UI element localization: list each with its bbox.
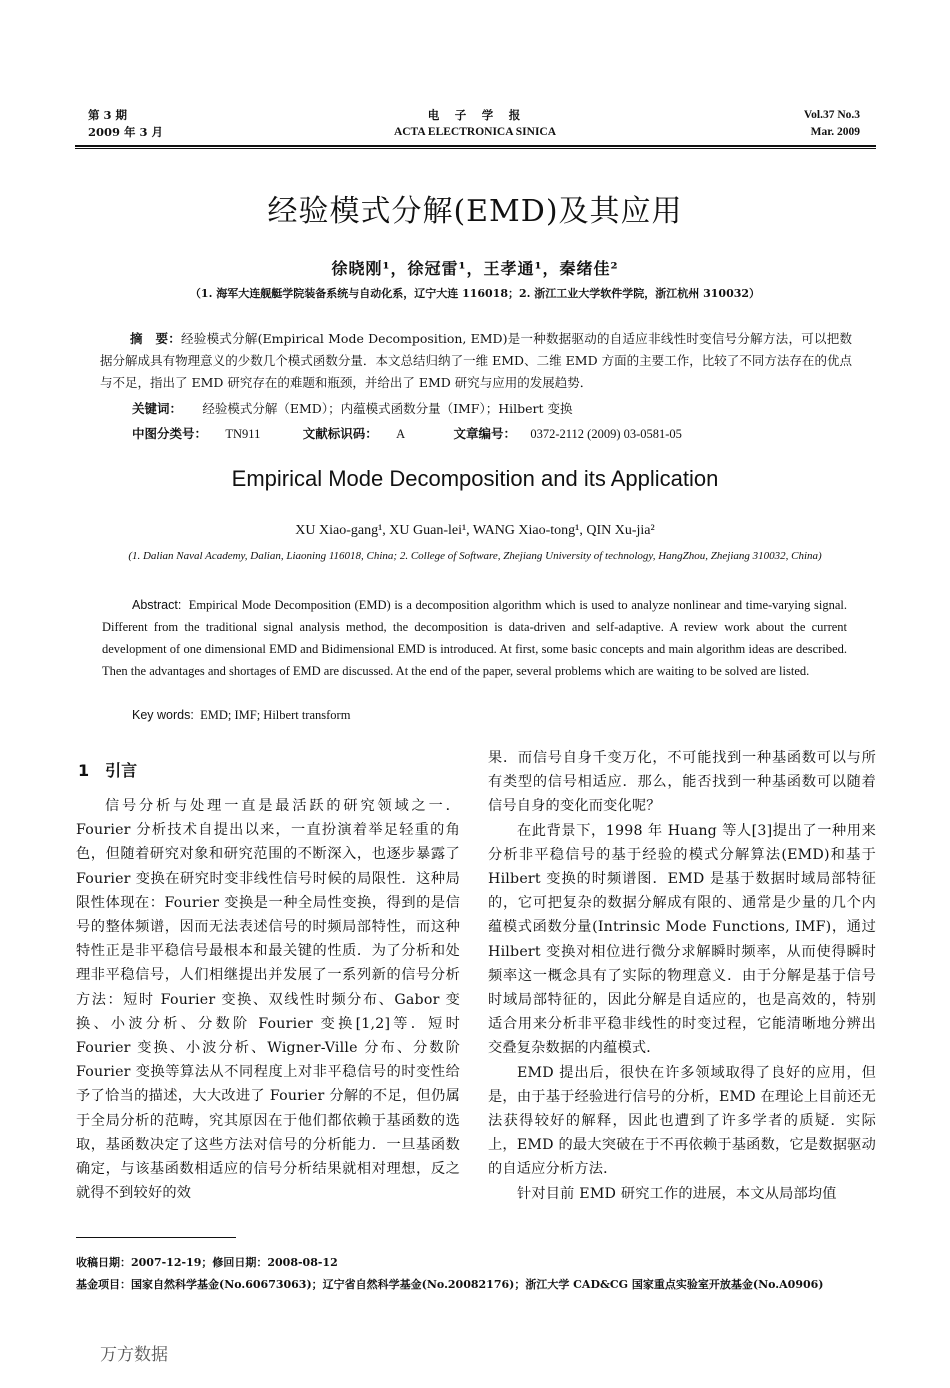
authors-cn: 徐晓刚¹，徐冠雷¹，王孝通¹，秦绪佳² — [331, 259, 619, 278]
doc-code-value: A — [396, 427, 406, 441]
doc-code-label: 文献标识码： — [302, 426, 378, 441]
affiliations-cn: （1. 海军大连舰艇学院装备系统与自动化系，辽宁大连 116018；2. 浙江工业大学软件学院，浙江杭州 310032） — [189, 287, 761, 300]
keywords-cn-label: 关键词： — [132, 401, 183, 416]
body-paragraph-continued: 果．而信号自身千变万化，不可能找到一种基函数可以与所有类型的信号相适应．那么，能否找到一种基函数可以随着信号自身的变化而变化呢？ — [488, 750, 876, 815]
footnote-received: 收稿日期：2007-12-19；修回日期：2008-08-12 — [76, 1256, 338, 1269]
watermark: 万方数据 — [100, 1345, 168, 1365]
section-heading: 1 引言 — [78, 761, 138, 780]
keywords-cn — [132, 399, 573, 417]
footnote-funding: 基金项目：国家自然科学基金(No.60673063)；辽宁省自然科学基金(No.20082176)；浙江大学 CAD&CG 国家重点实验室开放基金(No.A0906) — [76, 1278, 824, 1291]
volume-info: Vol.37 No.3 — [803, 109, 860, 121]
right-column — [488, 746, 876, 1206]
keywords-en-text: EMD; IMF; Hilbert transform — [200, 708, 351, 722]
paper-title-en: Empirical Mode Decomposition and its Application — [231, 466, 719, 491]
body-paragraph: 针对目前 EMD 研究工作的进展，本文从局部均值 — [517, 1185, 837, 1202]
clc-label: 中图分类号： — [132, 426, 208, 441]
issue-date: 2009 年 3 月 — [88, 125, 164, 139]
classification-row — [132, 424, 682, 442]
date-en: Mar. 2009 — [810, 126, 860, 138]
abstract-en — [102, 594, 847, 682]
header-rule — [75, 145, 876, 147]
header-rule-thin — [75, 148, 876, 149]
header-right — [760, 107, 860, 141]
body-paragraph: 信号分析与处理一直是最活跃的研究领域之一．Fourier 分析技术自提出以来，一直扮演着举足轻重的角色，但随着研究对象和研究范围的不断深入，也逐步暴露了 Fourier 变换在研究时变非线性信号时候的局限性．这种局限性体现在：Fourier 变换是一种全局性变换，得到的是信号的整体频谱，因而无法表述信号的时频局部特性，而这种特性正是非平稳信号最根本和最关键的性质．为了分析和处理非平稳信号，人们相继提出并发展了一系列新的信号分析方法：短时 Fourier 变换、双线性时频分布、Gabor 变换、小波分析、分数阶 Fourier 变换[1,2]等．短时 Fourier 变换、小波分析、Wigner-Ville 分布、分数阶 Fourier 变换等算法从不同程度上对非平稳信号的时变性给予了恰当的描述，大大改进了 Fourier 分解的不足，但仍属于全局分析的范畴，究其原因在于他们都依赖于基函数的选取，基函数决定了这些方法对信号的分析能力．一旦基函数确定，与该基函数相适应的信号分析结果就相对理想，反之就得不到较好的效 — [76, 798, 460, 1202]
authors-en: XU Xiao-gang¹, XU Guan-lei¹, WANG Xiao-tong¹, QIN Xu-jia² — [295, 523, 655, 538]
affiliations-en: (1. Dalian Naval Academy, Dalian, Liaoning 116018, China; 2. College of Software, Zhejiang University of technology, HangZhou, Zhejiang 310032, China) — [128, 550, 822, 562]
journal-name-en: ACTA ELECTRONICA SINICA — [393, 126, 557, 138]
article-number-value: 0372-2112 (2009) 03-0581-05 — [530, 427, 682, 441]
keywords-en-label: Key words: — [132, 708, 194, 722]
journal-name-cn: 电 子 学 报 — [427, 108, 523, 122]
abstract-en-text: Empirical Mode Decomposition (EMD) is a decomposition algorithm which is used to analyze nonlinear and time-varying signal. Different from the traditional signal analysis method, the decomposition is data-driven and self-adaptive. A review work about the current development of one dimensional EMD and Bidimensional EMD is introduced. At first, some basic concepts and main algorithm ideas are described. Then the advantages and shortages of EMD are discussed. At the end of the paper, several problems which are waiting to be solved are listed. — [102, 598, 847, 678]
abstract-cn-text: 经验模式分解(Empirical Mode Decomposition, EMD)是一种数据驱动的自适应非线性时变信号分解方法，可以把数据分解成具有物理意义的少数几个模式函数分量．本文总结归纳了一维 EMD、二维 EMD 方面的主要工作，比较了不同方法存在的优点与不足，指出了 EMD 研究存在的难题和瓶颈，并给出了 EMD 研究与应用的发展趋势． — [100, 331, 852, 390]
footnotes — [76, 1252, 876, 1296]
footnote-rule — [76, 1237, 236, 1238]
left-column — [76, 794, 460, 1205]
paper-title-cn: 经验模式分解(EMD)及其应用 — [267, 194, 683, 229]
keywords-en — [132, 708, 350, 723]
abstract-cn — [100, 328, 852, 394]
issue-number: 第 3 期 — [88, 108, 128, 122]
body-paragraph: EMD 提出后，很快在许多领域取得了良好的应用，但是，由于基于经验进行信号的分析，EMD 在理论上目前还无法获得较好的解释，因此也遭到了许多学者的质疑．实际上，EMD 的最大突破在于不再依赖于基函数，它是数据驱动的自适应分析方法． — [488, 1064, 876, 1178]
body-paragraph: 在此背景下，1998 年 Huang 等人[3]提出了一种用来分析非平稳信号的基于经验的模式分解算法(EMD)和基于 Hilbert 变换的时频谱图．EMD 是基于数据时域局部特征的，它可把复杂的数据分解成有限的、通常是少量的几个内蕴模式函数分量(Intrinsic Mode Functions, IMF)，通过 Hilbert 变换对相位进行微分求解瞬时频率，从而使得瞬时频率这一概念具有了实际的物理意义．由于分解是基于信号时域局部特征的，因此分解是自适应的，也是高效的，特别适合用来分析非平稳非线性的时变过程，它能清晰地分辨出交叠复杂数据的内蕴模式． — [488, 822, 876, 1057]
clc-value: TN911 — [225, 427, 261, 441]
abstract-en-label: Abstract: — [132, 598, 182, 612]
abstract-cn-label: 摘 要： — [130, 331, 182, 346]
article-number-label: 文章编号： — [453, 426, 516, 441]
keywords-cn-text: 经验模式分解（EMD）；内蕴模式函数分量（IMF）；Hilbert 变换 — [202, 401, 573, 416]
